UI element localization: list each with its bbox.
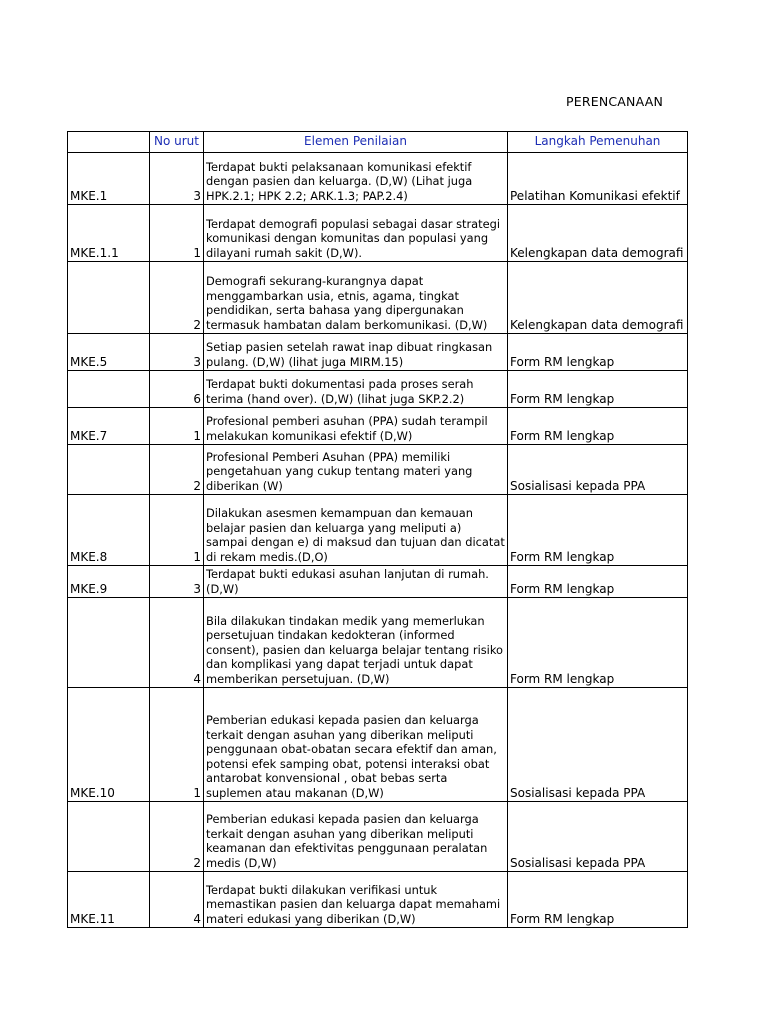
header-no-urut: No urut (150, 132, 204, 153)
row-elemen-cell: Profesional pemberi asuhan (PPA) sudah terampil melakukan komunikasi efektif (D,W) (204, 408, 508, 445)
header-langkah-pemenuhan: Langkah Pemenuhan (508, 132, 688, 153)
row-elemen-cell: Dilakukan asesmen kemampuan dan kemauan belajar pasien dan keluarga yang meliputi a) sampai dengan e) di maksud dan tujuan dan dicatat di rekam medis.(D,O) (204, 495, 508, 566)
table-row (68, 566, 688, 598)
table-row (68, 688, 688, 802)
table-row (68, 371, 688, 408)
row-langkah-cell: Form RM lengkap (508, 566, 688, 598)
row-elemen-cell: Terdapat bukti dokumentasi pada proses serah terima (hand over). (D,W) (lihat juga SKP.2.2) (204, 371, 508, 408)
row-no-urut-cell: 1 (150, 688, 204, 802)
table-row (68, 495, 688, 566)
row-no-urut-cell: 4 (150, 872, 204, 928)
row-code-cell (68, 445, 150, 495)
row-no-urut-cell: 3 (150, 334, 204, 371)
sheet-viewport (67, 131, 684, 931)
row-code-cell: MKE.8 (68, 495, 150, 566)
table-row (68, 408, 688, 445)
row-elemen-cell: Terdapat demografi populasi sebagai dasar strategi komunikasi dengan komunitas dan populasi yang dilayani rumah sakit (D,W). (204, 205, 508, 262)
table-row (68, 334, 688, 371)
row-code-cell: MKE.5 (68, 334, 150, 371)
row-code-cell: MKE.10 (68, 688, 150, 802)
table-row (68, 872, 688, 928)
row-code-cell (68, 262, 150, 334)
row-code-cell (68, 371, 150, 408)
row-langkah-cell: Form RM lengkap (508, 872, 688, 928)
row-langkah-cell: Kelengkapan data demografi (508, 205, 688, 262)
row-no-urut-cell: 2 (150, 445, 204, 495)
row-langkah-cell: Sosialisasi kepada PPA (508, 688, 688, 802)
row-langkah-cell: Form RM lengkap (508, 371, 688, 408)
row-no-urut-cell: 1 (150, 205, 204, 262)
row-langkah-cell: Form RM lengkap (508, 495, 688, 566)
row-no-urut-cell: 4 (150, 598, 204, 688)
row-langkah-cell: Kelengkapan data demografi (508, 262, 688, 334)
row-langkah-cell: Sosialisasi kepada PPA (508, 445, 688, 495)
assessment-table (67, 131, 688, 928)
row-langkah-cell: Form RM lengkap (508, 598, 688, 688)
row-elemen-cell: Terdapat bukti pelaksanaan komunikasi efektif dengan pasien dan keluarga. (D,W) (Lihat juga HPK.2.1; HPK 2.2; ARK.1.3; PAP.2.4) (204, 153, 508, 205)
row-elemen-cell: Bila dilakukan tindakan medik yang memerlukan persetujuan tindakan kedokteran (informed consent), pasien dan keluarga belajar tentang risiko dan komplikasi yang dapat terjadi untuk dapat memberikan persetujuan. (D,W) (204, 598, 508, 688)
row-elemen-cell: Terdapat bukti dilakukan verifikasi untuk memastikan pasien dan keluarga dapat memahami materi edukasi yang diberikan (D,W) (204, 872, 508, 928)
row-no-urut-cell: 3 (150, 566, 204, 598)
table-row (68, 445, 688, 495)
row-no-urut-cell: 2 (150, 802, 204, 872)
row-no-urut-cell: 6 (150, 371, 204, 408)
page-title: PERENCANAAN (566, 94, 663, 109)
row-code-cell: MKE.11 (68, 872, 150, 928)
header-elemen-penilaian: Elemen Penilaian (204, 132, 508, 153)
header-code (68, 132, 150, 153)
row-elemen-cell: Demografi sekurang-kurangnya dapat menggambarkan usia, etnis, agama, tingkat pendidikan, serta bahasa yang dipergunakan termasuk hambatan dalam berkomunikasi. (D,W) (204, 262, 508, 334)
table-row (68, 153, 688, 205)
row-no-urut-cell: 1 (150, 408, 204, 445)
row-no-urut-cell: 1 (150, 495, 204, 566)
table-row (68, 205, 688, 262)
row-code-cell: MKE.1 (68, 153, 150, 205)
table-row (68, 262, 688, 334)
header-row (68, 132, 688, 153)
row-elemen-cell: Terdapat bukti edukasi asuhan lanjutan di rumah. (D,W) (204, 566, 508, 598)
row-elemen-cell: Pemberian edukasi kepada pasien dan keluarga terkait dengan asuhan yang diberikan meliputi keamanan dan efektivitas penggunaan peralatan medis (D,W) (204, 802, 508, 872)
row-elemen-cell: Setiap pasien setelah rawat inap dibuat ringkasan pulang. (D,W) (lihat juga MIRM.15) (204, 334, 508, 371)
table-row (68, 598, 688, 688)
row-langkah-cell: Form RM lengkap (508, 334, 688, 371)
row-code-cell (68, 802, 150, 872)
row-no-urut-cell: 3 (150, 153, 204, 205)
row-code-cell: MKE.9 (68, 566, 150, 598)
row-elemen-cell: Pemberian edukasi kepada pasien dan keluarga terkait dengan asuhan yang diberikan meliputi penggunaan obat-obatan secara efektif dan aman, potensi efek samping obat, potensi interaksi obat antarobat konvensional , obat bebas serta suplemen atau makanan (D,W) (204, 688, 508, 802)
row-code-cell: MKE.7 (68, 408, 150, 445)
table-row (68, 802, 688, 872)
row-no-urut-cell: 2 (150, 262, 204, 334)
row-elemen-cell: Profesional Pemberi Asuhan (PPA) memiliki pengetahuan yang cukup tentang materi yang diberikan (W) (204, 445, 508, 495)
row-code-cell: MKE.1.1 (68, 205, 150, 262)
row-langkah-cell: Form RM lengkap (508, 408, 688, 445)
row-langkah-cell: Pelatihan Komunikasi efektif (508, 153, 688, 205)
row-langkah-cell: Sosialisasi kepada PPA (508, 802, 688, 872)
row-code-cell (68, 598, 150, 688)
